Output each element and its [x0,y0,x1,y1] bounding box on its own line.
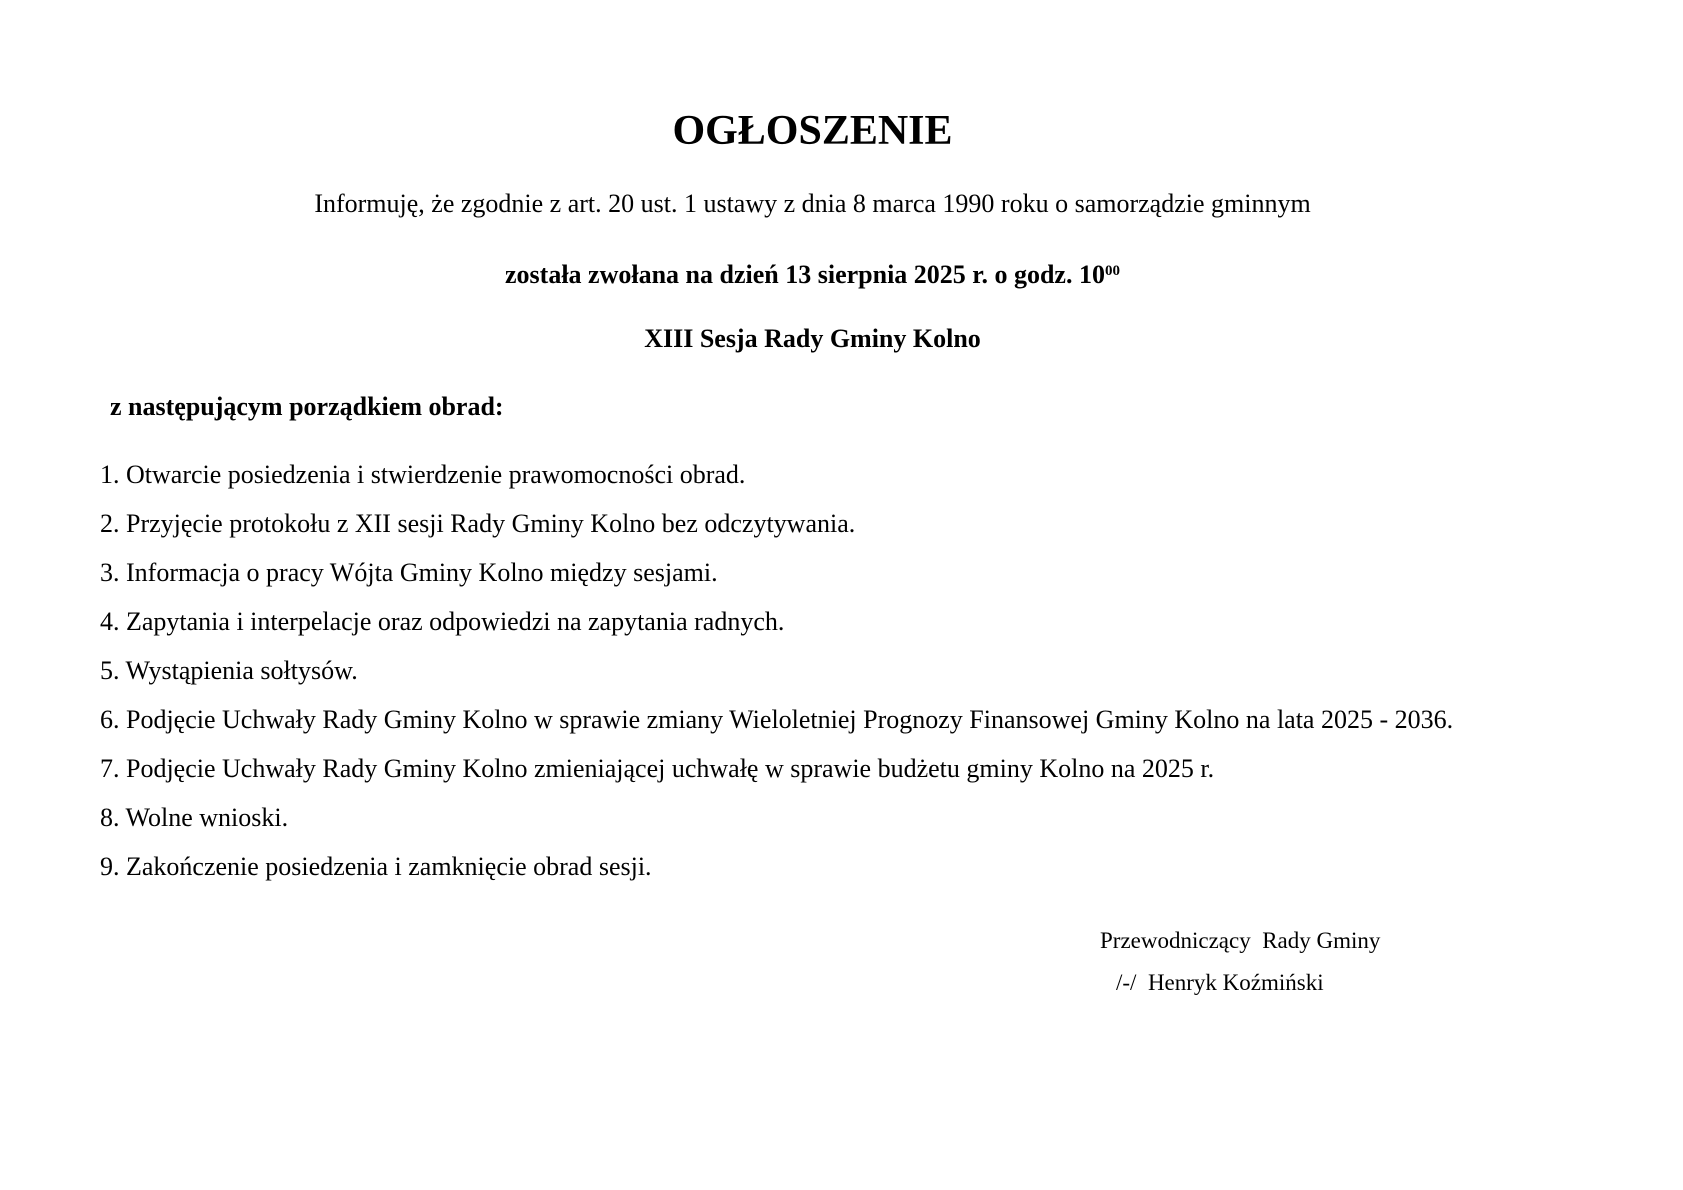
session-time-minutes: 00 [1104,263,1120,279]
agenda-item: 4. Zapytania i interpelacje oraz odpowiedzi na zapytania radnych. [100,607,785,636]
agenda-item: 6. Podjęcie Uchwały Rady Gminy Kolno w sprawie zmiany Wieloletniej Prognozy Finansowej Gminy Kolno na lata 2025 - 2036. [100,705,1454,734]
agenda-item: 3. Informacja o pracy Wójta Gminy Kolno między sesjami. [100,558,718,587]
agenda-item: 7. Podjęcie Uchwały Rady Gminy Kolno zmieniającej uchwałę w sprawie budżetu gminy Kolno na 2025 r. [100,754,1215,783]
signatory-name: /-/ Henryk Koźmiński [1116,970,1324,995]
session-name: XIII Sesja Rady Gminy Kolno [644,324,981,353]
agenda-list [100,450,1453,891]
signature-block [1100,920,1380,1004]
agenda-item: 1. Otwarcie posiedzenia i stwierdzenie prawomocności obrad. [100,460,746,489]
agenda-item: 5. Wystąpienia sołtysów. [100,656,358,685]
agenda-heading: z następującym porządkiem obrad: [110,392,504,421]
agenda-item: 9. Zakończenie posiedzenia i zamknięcie obrad sesji. [100,852,652,881]
session-date-line [0,258,1625,292]
notice-title: OGŁOSZENIE [672,108,953,154]
agenda-item: 8. Wolne wnioski. [100,803,289,832]
notice-intro: Informuję, że zgodnie z art. 20 ust. 1 ustawy z dnia 8 marca 1990 roku o samorządzie gminnym [314,189,1311,218]
signatory-role: Przewodniczący Rady Gminy [1100,928,1381,953]
session-date-text: została zwołana na dzień 13 sierpnia 2025 r. o godz. 10 [505,260,1105,289]
agenda-item: 2. Przyjęcie protokołu z XII sesji Rady Gminy Kolno bez odczytywania. [100,509,856,538]
